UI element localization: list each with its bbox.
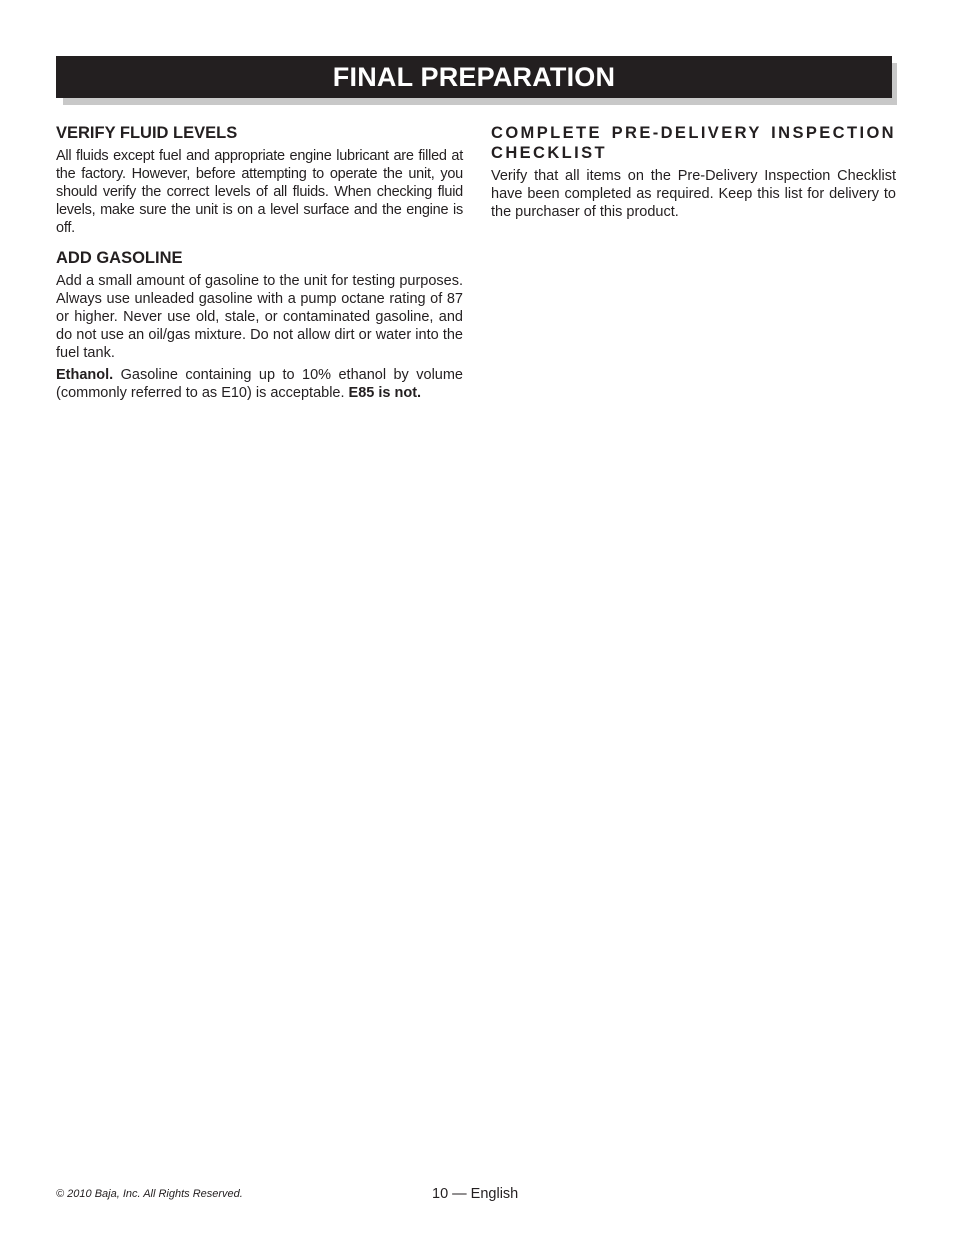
add-gasoline-heading: ADD GASOLINE [56, 249, 183, 267]
e85-warning: E85 is not. [348, 385, 422, 401]
add-gasoline-section [56, 248, 463, 402]
add-gasoline-text: Add a small amount of gasoline to the unit for testing purposes. Always use unleaded gasoline with a pump octane rating of 87 or higher. Never use old, stale, or contaminated gasoline, and do not use an oil/gas mixture. Do not allow dirt or water into the fuel tank. [56, 273, 463, 361]
verify-fluid-levels-text: All fluids except fuel and appropriate engine lubricant are filled at the factory. However, before attempting to operate the unit, you should verify the correct levels of all fluids. When checking fluid levels, make sure the unit is on a level surface and the engine is off. [56, 148, 463, 236]
left-column [56, 123, 463, 406]
right-column [491, 123, 896, 225]
inspection-checklist-heading: COMPLETE PRE-DELIVERY INSPECTION CHECKLIST [491, 124, 896, 162]
ethanol-text: Gasoline containing up to 10% ethanol by volume (commonly referred to as E10) is acceptable. [56, 367, 463, 401]
page-title: FINAL PREPARATION [332, 61, 616, 92]
title-banner [56, 56, 892, 98]
verify-fluid-levels-section [56, 123, 463, 237]
inspection-checklist-section [491, 123, 896, 221]
page-number: 10 — English [432, 1186, 519, 1202]
copyright-notice: © 2010 Baja, Inc. All Rights Reserved. [56, 1188, 243, 1200]
ethanol-label: Ethanol. [56, 367, 114, 383]
verify-fluid-levels-heading: VERIFY FLUID LEVELS [56, 124, 238, 142]
inspection-checklist-text: Verify that all items on the Pre-Delivery Inspection Checklist have been completed as required. Keep this list for delivery to the purchaser of this product. [491, 168, 896, 220]
ethanol-paragraph [56, 366, 463, 402]
